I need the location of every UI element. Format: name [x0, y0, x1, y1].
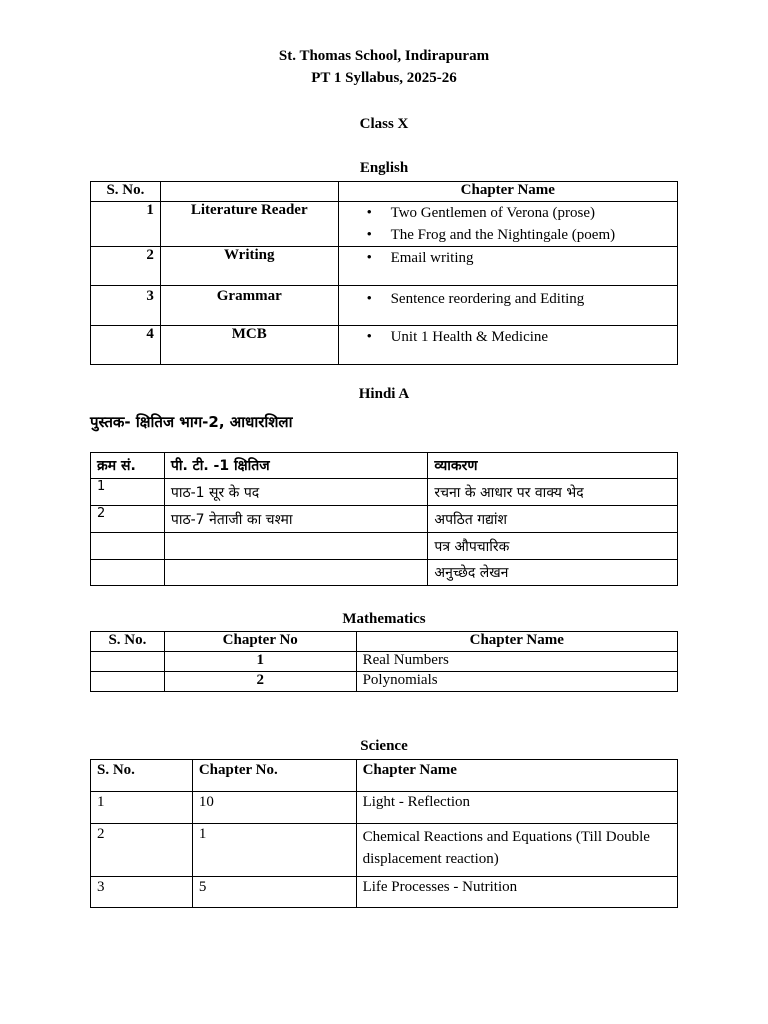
table-row — [91, 202, 678, 247]
sno-cell: 3 — [91, 877, 193, 908]
list-item: • Email writing — [345, 247, 671, 269]
sno-cell: 2 — [91, 824, 193, 877]
school-name: St. Thomas School, Indirapuram — [278, 48, 490, 64]
chapter-cell — [338, 326, 677, 365]
maths-title: Mathematics — [342, 611, 426, 627]
class-title: Class X — [359, 116, 409, 132]
header-cell: पी. टी. -1 क्षितिज — [164, 453, 428, 479]
list-item: • The Frog and the Nightingale (poem) — [345, 224, 671, 246]
grammar-cell: रचना के आधार पर वाक्य भेद — [428, 479, 678, 506]
maths-table — [90, 631, 678, 692]
hindi-book-title: पुस्तक- क्षितिज भाग-2, आधारशिला — [90, 413, 293, 431]
chapter-name-cell: Life Processes - Nutrition — [356, 877, 677, 908]
english-title: English — [359, 160, 409, 176]
header-cell: Chapter No — [164, 632, 356, 652]
chapter-no-cell: 10 — [192, 792, 356, 824]
chapter-name-cell: Chemical Reactions and Equations (Till Double displacement reaction) — [356, 824, 677, 877]
sno-cell — [91, 652, 165, 672]
section-cell: Literature Reader — [160, 202, 338, 247]
hindi-title: Hindi A — [358, 386, 410, 402]
table-row — [91, 479, 678, 506]
table-row — [91, 560, 678, 586]
header-cell: व्याकरण — [428, 453, 678, 479]
chapter-cell: पाठ-1 सूर के पद — [164, 479, 428, 506]
chapter-no-cell: 1 — [164, 652, 356, 672]
list-item: • Two Gentlemen of Verona (prose) — [345, 202, 671, 224]
header-cell: S. No. — [91, 760, 193, 792]
sno-cell: 2 — [91, 247, 161, 286]
section-cell: MCB — [160, 326, 338, 365]
header-cell: S. No. — [91, 182, 161, 202]
sno-cell: 2 — [91, 506, 165, 533]
sno-cell: 1 — [91, 792, 193, 824]
chapter-name-cell: Light - Reflection — [356, 792, 677, 824]
table-header-row — [91, 182, 678, 202]
chapter-no-cell: 1 — [192, 824, 356, 877]
sno-cell: 1 — [91, 479, 165, 506]
header-cell: Chapter Name — [356, 760, 677, 792]
table-row — [91, 533, 678, 560]
section-cell: Writing — [160, 247, 338, 286]
grammar-cell: अपठित गद्यांश — [428, 506, 678, 533]
sno-cell: 3 — [91, 286, 161, 326]
chapter-no-cell: 2 — [164, 672, 356, 692]
chapter-cell — [338, 286, 677, 326]
english-table — [90, 181, 678, 365]
list-item: • Sentence reordering and Editing — [345, 288, 671, 310]
header-cell: क्रम सं. — [91, 453, 165, 479]
chapter-cell — [164, 533, 428, 560]
grammar-cell: पत्र औपचारिक — [428, 533, 678, 560]
sno-cell — [91, 672, 165, 692]
table-row — [91, 792, 678, 824]
sno-cell — [91, 560, 165, 586]
header-cell: Chapter No. — [192, 760, 356, 792]
table-header-row — [91, 632, 678, 652]
table-row — [91, 824, 678, 877]
header-cell: S. No. — [91, 632, 165, 652]
chapter-cell — [164, 560, 428, 586]
sno-cell: 1 — [91, 202, 161, 247]
table-row — [91, 506, 678, 533]
chapter-no-cell: 5 — [192, 877, 356, 908]
hindi-table — [90, 452, 678, 586]
table-row — [91, 286, 678, 326]
table-row — [91, 247, 678, 286]
science-table — [90, 759, 678, 908]
table-header-row — [91, 760, 678, 792]
chapter-cell: पाठ-7 नेताजी का चश्मा — [164, 506, 428, 533]
chapter-cell — [338, 247, 677, 286]
section-cell: Grammar — [160, 286, 338, 326]
sno-cell: 4 — [91, 326, 161, 365]
table-header-row — [91, 453, 678, 479]
science-title: Science — [360, 738, 408, 754]
table-row — [91, 877, 678, 908]
list-item: • Unit 1 Health & Medicine — [345, 326, 671, 348]
sno-cell — [91, 533, 165, 560]
chapter-name-cell: Polynomials — [356, 672, 677, 692]
header-cell: Chapter Name — [356, 632, 677, 652]
table-row — [91, 652, 678, 672]
grammar-cell: अनुच्छेद लेखन — [428, 560, 678, 586]
table-row — [91, 672, 678, 692]
header-cell — [160, 182, 338, 202]
chapter-name-cell: Real Numbers — [356, 652, 677, 672]
syllabus-title: PT 1 Syllabus, 2025-26 — [311, 70, 457, 86]
header-cell: Chapter Name — [338, 182, 677, 202]
chapter-cell — [338, 202, 677, 247]
table-row — [91, 326, 678, 365]
